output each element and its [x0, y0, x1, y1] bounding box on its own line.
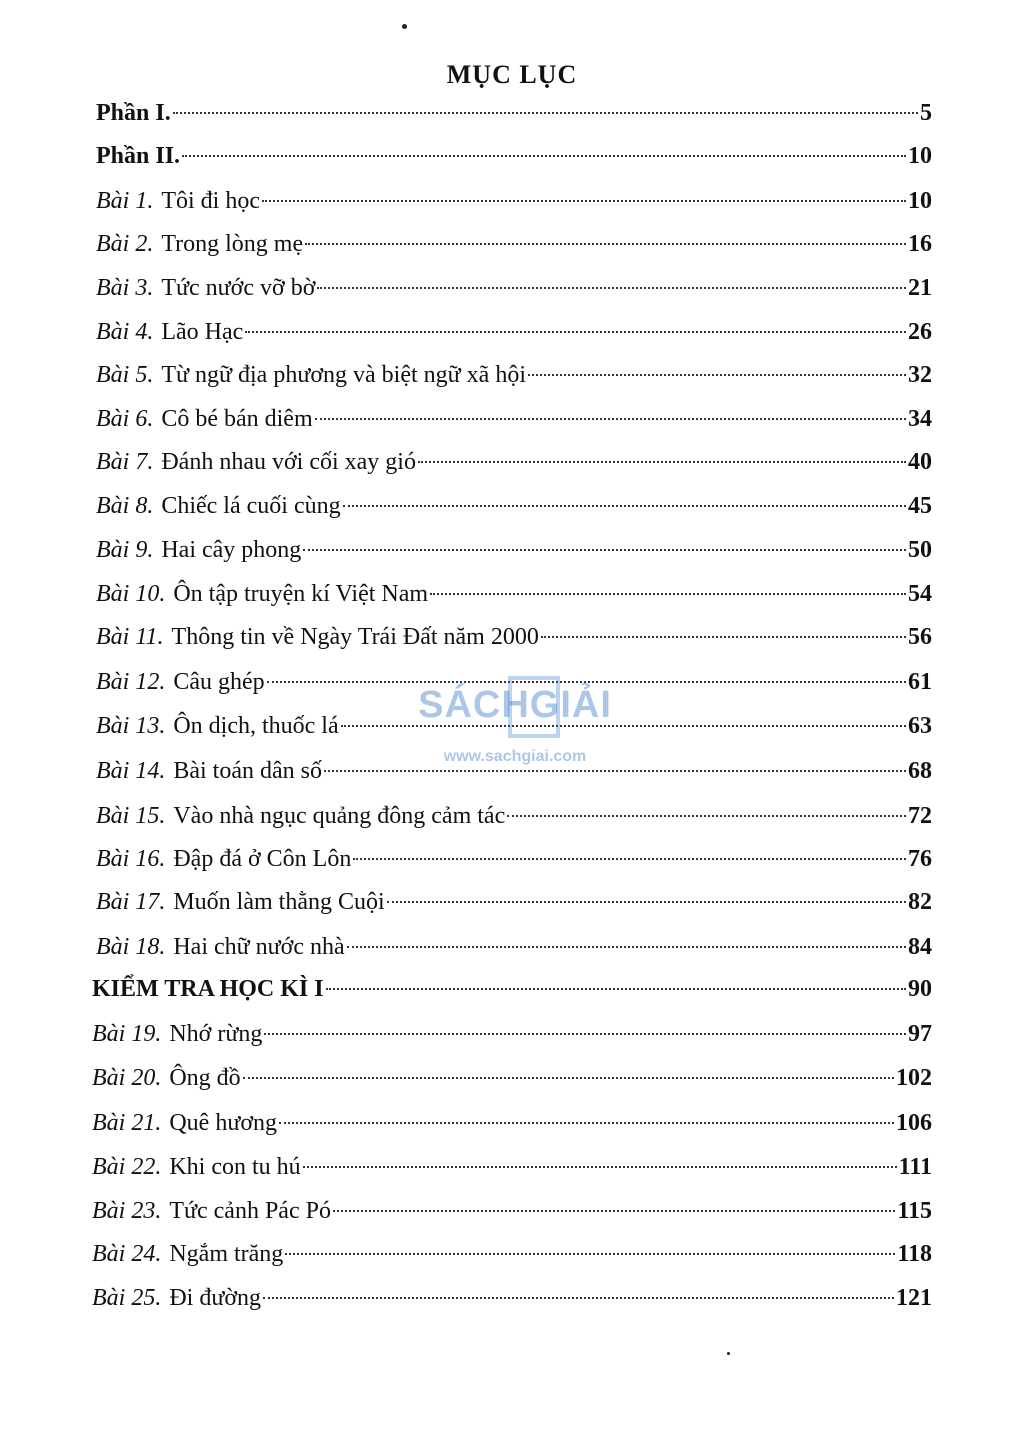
toc-entry-number: Bài 13. [96, 713, 166, 739]
toc-entry [96, 581, 932, 621]
toc-entry-title: Ông đồ [169, 1065, 241, 1091]
toc-entry-number: Bài 16. [96, 846, 166, 872]
toc-entry-page: 90 [908, 976, 932, 1002]
toc-entry-title: Thông tin về Ngày Trái Đất năm 2000 [171, 624, 539, 650]
toc-entry-page: 61 [908, 669, 932, 695]
toc-entry-number: Bài 12. [96, 669, 166, 695]
watermark-url: www.sachgiai.com [443, 748, 587, 765]
toc-entry [96, 713, 932, 753]
toc-entry [96, 803, 932, 843]
toc-entry [92, 1110, 932, 1150]
toc-entry [96, 624, 932, 664]
toc-entry [96, 362, 932, 402]
dot-leader [262, 200, 906, 202]
scan-speck [727, 1352, 730, 1355]
toc-entry-title: Câu ghép [173, 669, 265, 695]
toc-entry-number: Bài 11. [96, 624, 164, 650]
dot-leader [353, 858, 906, 860]
toc-entry-title: Ôn dịch, thuốc lá [173, 713, 339, 739]
toc-entry-page: 10 [908, 188, 932, 214]
dot-leader [305, 243, 906, 245]
toc-entry-number: Bài 18. [96, 934, 166, 960]
toc-entry [96, 275, 932, 315]
toc-entry [92, 1065, 932, 1105]
dot-leader [343, 505, 906, 507]
toc-entry-title: Vào nhà ngục quảng đông cảm tác [173, 803, 506, 829]
toc-entry-page: 5 [920, 100, 932, 126]
toc-entry-title: Tức nước vỡ bờ [161, 275, 316, 301]
toc-entry-page: 63 [908, 713, 932, 739]
toc-entry [92, 1241, 932, 1281]
toc-entry [96, 493, 932, 533]
toc-entry-title: Ngắm trăng [169, 1241, 284, 1267]
toc-entry-page: 76 [908, 846, 932, 872]
toc-entry-title: Trong lòng mẹ [161, 231, 304, 257]
toc-entry-title: KIỂM TRA HỌC KÌ I [92, 976, 324, 1002]
dot-leader [263, 1297, 894, 1299]
dot-leader [341, 725, 906, 727]
toc-entry-page: 106 [896, 1110, 932, 1136]
toc-entry-number: Bài 24. [92, 1241, 162, 1267]
toc-entry-page: 26 [908, 319, 932, 345]
dot-leader [324, 770, 906, 772]
toc-entry-title: Nhớ rừng [169, 1021, 263, 1047]
toc-entry [96, 188, 932, 228]
toc-entry-page: 32 [908, 362, 932, 388]
page-title: MỤC LỤC [446, 60, 578, 89]
toc-entry-number: Bài 22. [92, 1154, 162, 1180]
dot-leader [528, 374, 906, 376]
dot-leader [285, 1253, 895, 1255]
toc-entry [96, 758, 932, 798]
toc-entry-number: Bài 21. [92, 1110, 162, 1136]
toc-entry-page: 56 [908, 624, 932, 650]
toc-entry-title: Bài toán dân số [173, 758, 322, 784]
scan-speck [402, 24, 407, 29]
toc-entry-title: Tôi đi học [161, 188, 260, 214]
toc-entry [92, 1021, 932, 1061]
toc-entry-number: Bài 3. [96, 275, 154, 301]
toc-entry [96, 889, 932, 929]
toc-entry-number: Bài 2. [96, 231, 154, 257]
toc-entry-number: Bài 8. [96, 493, 154, 519]
toc-entry-number: Bài 6. [96, 406, 154, 432]
toc-entry-title: Chiếc lá cuối cùng [161, 493, 341, 519]
toc-entry-number: Bài 5. [96, 362, 154, 388]
toc-entry [96, 846, 932, 886]
dot-leader [387, 901, 906, 903]
toc-entry-title: Muốn làm thằng Cuội [173, 889, 385, 915]
dot-leader [264, 1033, 906, 1035]
toc-entry-title: Đập đá ở Côn Lôn [173, 846, 352, 872]
toc-entry-title: Từ ngữ địa phương và biệt ngữ xã hội [161, 362, 526, 388]
toc-entry-number: Bài 19. [92, 1021, 162, 1047]
toc-entry-page: 115 [897, 1198, 932, 1224]
dot-leader [303, 549, 906, 551]
toc-entry-title: Tức cảnh Pác Pó [169, 1198, 331, 1224]
dot-leader [315, 418, 906, 420]
toc-entry-title: Hai chữ nước nhà [173, 934, 345, 960]
toc-entry-page: 84 [908, 934, 932, 960]
toc-entry-page: 16 [908, 231, 932, 257]
toc-entry-number: Bài 23. [92, 1198, 162, 1224]
toc-entry-page: 54 [908, 581, 932, 607]
toc-entry-page: 34 [908, 406, 932, 432]
toc-entry-title: Đi đường [169, 1285, 262, 1311]
toc-entry [96, 537, 932, 577]
toc-entry-number: Bài 20. [92, 1065, 162, 1091]
toc-entry-page: 121 [896, 1285, 932, 1311]
toc-entry [96, 143, 932, 183]
dot-leader [326, 988, 906, 990]
toc-entry [96, 406, 932, 446]
toc-entry-title: Phần I. [96, 100, 171, 126]
toc-entry-number: Bài 1. [96, 188, 154, 214]
dot-leader [245, 331, 906, 333]
toc-entry [92, 1285, 932, 1325]
toc-entry-page: 82 [908, 889, 932, 915]
toc-entry-title: Cô bé bán diêm [161, 406, 313, 432]
dot-leader [333, 1210, 895, 1212]
dot-leader [541, 636, 906, 638]
dot-leader [430, 593, 906, 595]
toc-entry [96, 100, 932, 140]
toc-entry [96, 319, 932, 359]
toc-entry-page: 45 [908, 493, 932, 519]
dot-leader [279, 1122, 894, 1124]
dot-leader [267, 681, 906, 683]
toc-entry [96, 231, 932, 271]
toc-entry-page: 102 [896, 1065, 932, 1091]
toc-entry-page: 97 [908, 1021, 932, 1047]
toc-entry [96, 449, 932, 489]
toc-entry-number: Bài 15. [96, 803, 166, 829]
dot-leader [173, 112, 918, 114]
toc-entry-number: Bài 10. [96, 581, 166, 607]
toc-entry-title: Phần II. [96, 143, 181, 169]
toc-entry-number: Bài 14. [96, 758, 166, 784]
toc-entry-number: Bài 17. [96, 889, 166, 915]
toc-entry-number: Bài 7. [96, 449, 154, 475]
dot-leader [303, 1166, 897, 1168]
toc-entry-number: Bài 4. [96, 319, 154, 345]
toc-entry [96, 934, 932, 974]
toc-entry-title: Khi con tu hú [169, 1154, 301, 1180]
toc-entry [92, 1154, 932, 1194]
dot-leader [418, 461, 906, 463]
toc-entry-title: Quê hương [169, 1110, 278, 1136]
toc-entry-title: Đánh nhau với cối xay gió [161, 449, 416, 475]
dot-leader [243, 1077, 894, 1079]
toc-entry-page: 40 [908, 449, 932, 475]
toc-entry-page: 10 [908, 143, 932, 169]
toc-entry-number: Bài 9. [96, 537, 154, 563]
toc-entry-page: 72 [908, 803, 932, 829]
toc-entry-page: 111 [898, 1154, 932, 1180]
toc-entry [96, 669, 932, 709]
toc-entry-title: Ôn tập truyện kí Việt Nam [173, 581, 429, 607]
toc-entry [92, 976, 932, 1016]
toc-entry-page: 50 [908, 537, 932, 563]
toc-entry [92, 1198, 932, 1238]
toc-entry-title: Hai cây phong [161, 537, 302, 563]
toc-entry-page: 68 [908, 758, 932, 784]
dot-leader [507, 815, 906, 817]
toc-entry-page: 21 [908, 275, 932, 301]
dot-leader [317, 287, 906, 289]
watermark-brand: SÁCHGIẢI [418, 684, 612, 726]
dot-leader [347, 946, 906, 948]
dot-leader [182, 155, 906, 157]
toc-entry-number: Bài 25. [92, 1285, 162, 1311]
toc-entry-page: 118 [897, 1241, 932, 1267]
toc-entry-title: Lão Hạc [161, 319, 244, 345]
